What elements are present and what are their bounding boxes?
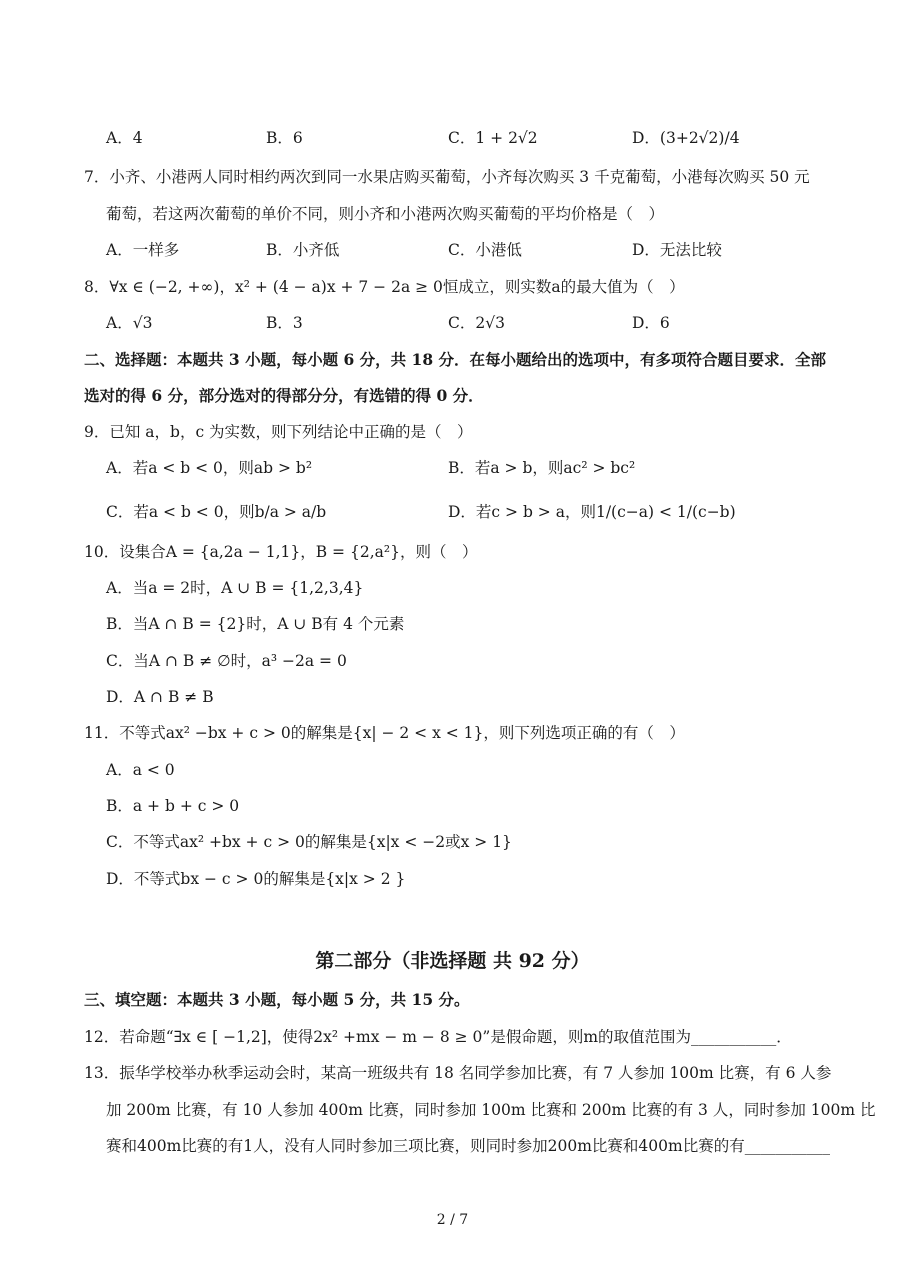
q8-option-b: B．3 bbox=[266, 314, 303, 332]
q9-option-a: A．若a < b < 0，则ab > b² bbox=[106, 459, 313, 477]
q7-stem-line2: 葡萄，若这两次葡萄的单价不同，则小齐和小港两次购买葡萄的平均价格是（ ） bbox=[106, 205, 665, 223]
q9-option-b: B．若a > b，则ac² > bc² bbox=[448, 459, 636, 477]
q11-option-a: A．a < 0 bbox=[106, 761, 175, 779]
q12-stem: 12．若命题“∃x ∈ [ −1,2]，使得2x² +mx − m − 8 ≥ 0”是假命题，则m的取值范围为___________． bbox=[84, 1028, 792, 1046]
q9-option-d: D．若c > b > a，则1/(c−a) < 1/(c−b) bbox=[448, 503, 736, 521]
q10-option-c: C．当A ∩ B ≠ ∅时，a³ −2a = 0 bbox=[106, 652, 347, 670]
page-number: 2 / 7 bbox=[436, 1212, 469, 1228]
q10-option-d: D．A ∩ B ≠ B bbox=[106, 688, 214, 706]
q8-option-c: C．2√3 bbox=[448, 314, 505, 332]
section2-heading-line2: 选对的得 6 分，部分选对的得部分分，有选错的得 0 分． bbox=[84, 386, 484, 405]
q7-option-b: B．小齐低 bbox=[266, 241, 340, 259]
q10-option-b: B．当A ∩ B = {2}时，A ∪ B有 4 个元素 bbox=[106, 615, 405, 633]
section3-heading: 三、填空题：本题共 3 小题，每小题 5 分，共 15 分。 bbox=[84, 990, 470, 1009]
q8-stem: 8．∀x ∈ (−2, +∞)，x² + (4 − a)x + 7 − 2a ≥ 0恒成立，则实数a的最大值为（ ） bbox=[84, 278, 685, 296]
q9-option-c: C．若a < b < 0，则b/a > a/b bbox=[106, 503, 327, 521]
q7-option-a: A．一样多 bbox=[106, 241, 180, 259]
q8-option-d: D．6 bbox=[632, 314, 670, 332]
q11-option-b: B．a + b + c > 0 bbox=[106, 797, 240, 815]
q10-stem: 10．设集合A = {a,2a − 1,1}，B = {2,a²}，则（ ） bbox=[84, 543, 478, 561]
q6-option-b: B．6 bbox=[266, 129, 303, 147]
q7-option-d: D．无法比较 bbox=[632, 241, 722, 259]
q13-stem-line3: 赛和400m比赛的有1人，没有人同时参加三项比赛，则同时参加200m比赛和400m比赛的有___________ bbox=[106, 1137, 830, 1155]
q6-option-c: C．1 + 2√2 bbox=[448, 129, 538, 147]
part2-title: 第二部分（非选择题 共 92 分） bbox=[315, 950, 590, 972]
q11-stem: 11．不等式ax² −bx + c > 0的解集是{x| − 2 < x < 1}，则下列选项正确的有（ ） bbox=[84, 724, 685, 742]
q7-stem-line1: 7．小齐、小港两人同时相约两次到同一水果店购买葡萄，小齐每次购买 3 千克葡萄，小港每次购买 50 元 bbox=[84, 168, 810, 186]
q11-option-d: D．不等式bx − c > 0的解集是{x|x > 2 } bbox=[106, 870, 406, 888]
q11-option-c: C．不等式ax² +bx + c > 0的解集是{x|x < −2或x > 1} bbox=[106, 833, 512, 851]
q9-stem: 9．已知 a，b，c 为实数，则下列结论中正确的是（ ） bbox=[84, 423, 473, 441]
section2-heading-line1: 二、选择题：本题共 3 小题，每小题 6 分，共 18 分．在每小题给出的选项中，有多项符合题目要求．全部 bbox=[84, 350, 827, 369]
q7-option-c: C．小港低 bbox=[448, 241, 522, 259]
q6-option-d: D．(3+2√2)/4 bbox=[632, 129, 740, 147]
q10-option-a: A．当a = 2时，A ∪ B = {1,2,3,4} bbox=[106, 579, 364, 597]
q6-option-a: A．4 bbox=[106, 129, 143, 147]
q13-stem-line2: 加 200m 比赛，有 10 人参加 400m 比赛，同时参加 100m 比赛和 200m 比赛的有 3 人，同时参加 100m 比 bbox=[106, 1101, 876, 1119]
q13-stem-line1: 13．振华学校举办秋季运动会时，某高一班级共有 18 名同学参加比赛，有 7 人参加 100m 比赛，有 6 人参 bbox=[84, 1064, 832, 1082]
q8-option-a: A．√3 bbox=[106, 314, 153, 332]
